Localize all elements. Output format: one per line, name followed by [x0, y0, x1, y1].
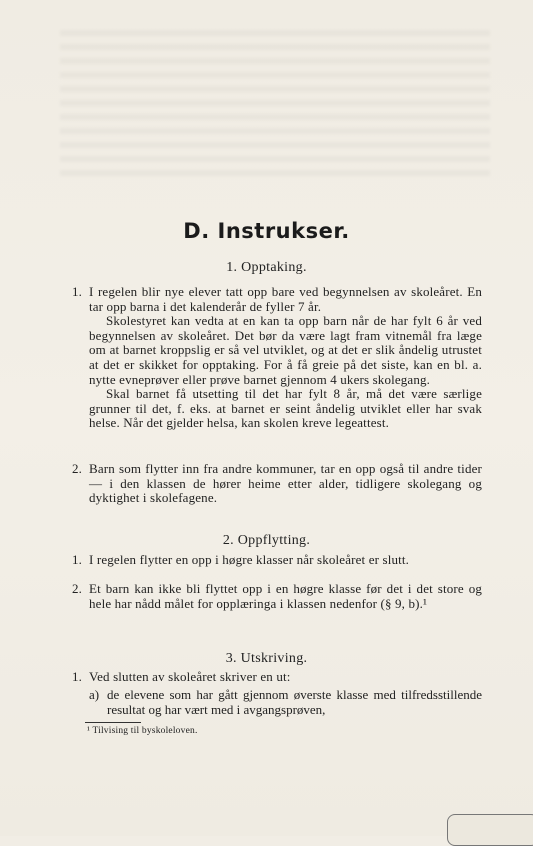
section-title-opptaking: 1. Opptaking. [226, 260, 307, 275]
footnote: ¹ Tilvising til byskoleloven. [87, 726, 198, 736]
chapter-heading: D. Instrukser. [183, 219, 350, 243]
list-item [72, 462, 482, 506]
footnote-rule [85, 722, 141, 723]
section-title-utskriving: 3. Utskriving. [225, 651, 308, 666]
section-title-oppflytting: 2. Oppflytting. [222, 533, 311, 548]
paragraph: Barn som flytter inn fra andre kommuner, tar en opp også til andre tider — i den klassen de hører heime etter alder, tidligere skolegang og dyktighet i skolefagene. [89, 461, 482, 506]
paragraph: Et barn kan ikke bli flyttet opp i en høgre klasse før det i det store og hele har nådd målet for opplæringa i klassen nedenfor (§ 9, b).¹ [89, 581, 482, 611]
item-number: 1. [72, 284, 83, 299]
paragraph: I regelen flytter en opp i høgre klasser når skoleåret er slutt. [89, 552, 410, 567]
paragraph: Ved slutten av skoleåret skriver en ut: [89, 669, 291, 684]
paragraph: Skolestyret kan vedta at en kan ta opp barn når de har fylt 6 år ved begynnelsen av skoleåret. Det bør da være lagt fram vitnemål fra læge om at barnet kroppslig er så vel utviklet, og at det er slik åndelig utrustet at det er skikket for opptaking. For å få greie på det siste, kan en bl. a. nytte evneprøver eller prøve barnet gjennom 4 ukers skolegang. [89, 313, 482, 387]
paragraph: Skal barnet få utsetting til det har fylt 8 år, må det være særlige grunner til det, f. eks. at barnet er seint åndelig utviklet eller har svak helse. Når det gjelder helsa, kan skolen kreve legeattest. [89, 386, 482, 431]
list-item [72, 553, 482, 568]
item-number: 2. [72, 581, 83, 596]
list-item [72, 285, 482, 431]
list-item [72, 670, 482, 685]
sub-list-item [89, 688, 482, 717]
page-corner-edge [447, 814, 533, 846]
item-number: 1. [72, 669, 83, 684]
show-through-text [60, 30, 490, 180]
item-number: 2. [72, 461, 83, 476]
list-item [72, 582, 482, 611]
item-number: 1. [72, 552, 83, 567]
paragraph: de elevene som har gått gjennom øverste klasse med tilfredsstillende resultat og har vært med i avgangsprøven, [107, 687, 482, 717]
paragraph: I regelen blir nye elever tatt opp bare ved begynnelsen av skoleåret. En tar opp barna i det kalenderår de fyller 7 år. [89, 284, 482, 314]
sub-item-letter: a) [89, 687, 100, 702]
